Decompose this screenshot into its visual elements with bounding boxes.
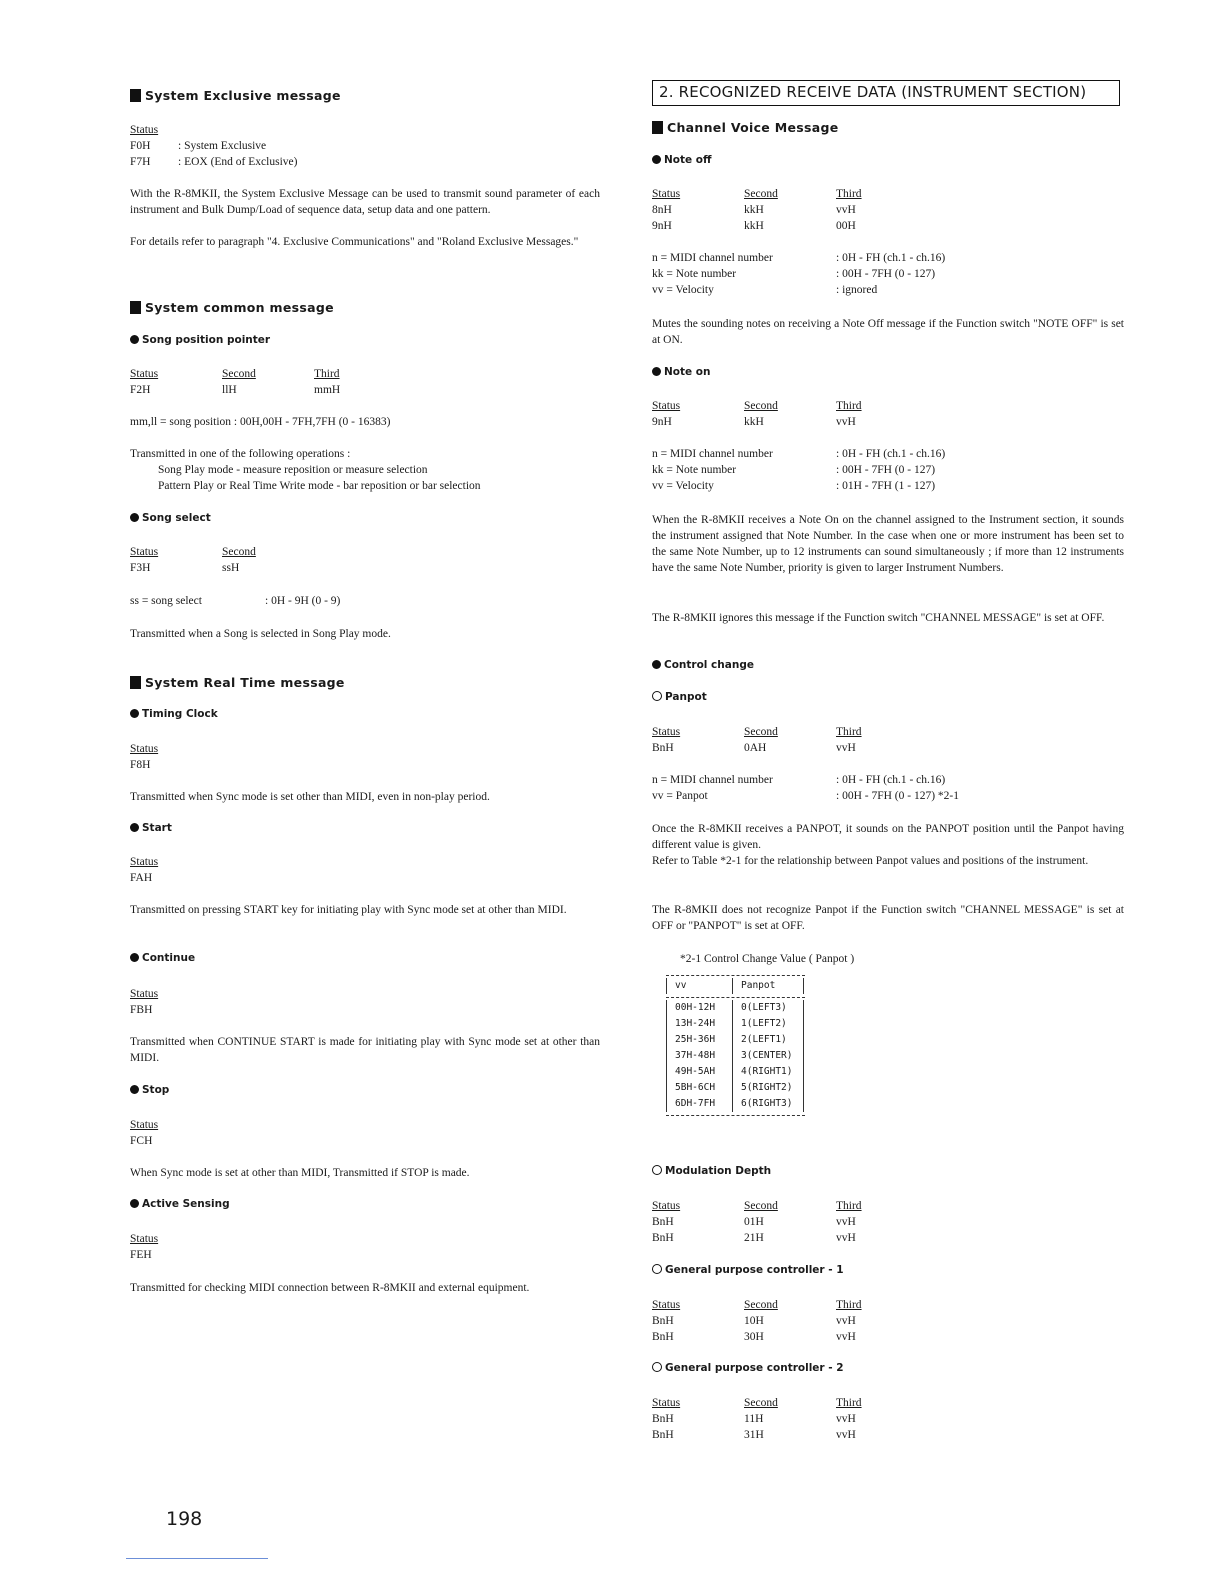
status-value: FAH [130, 872, 153, 884]
note-off-desc: Mutes the sounding notes on receiving a Note Off message if the Function switch "NOTE OFF" is set at ON. [652, 318, 1124, 346]
table-row: 9nH kkH 00H [652, 220, 856, 232]
table-row: 37H-48H 3(CENTER) [666, 1048, 805, 1064]
sysex-status-list [130, 138, 297, 170]
status-label: Status [130, 1119, 159, 1131]
circle-bullet-icon [652, 1264, 662, 1274]
table-row: 5BH-6CH 5(RIGHT2) [666, 1080, 805, 1096]
table-divider [666, 975, 805, 976]
dot-bullet-icon [652, 155, 661, 164]
table-row: 00H-12H 0(LEFT3) [666, 1000, 805, 1016]
gpc1-table: Status Second Third BnH 10H vvH BnH 30H vvH [652, 1299, 862, 1343]
note-on-desc-1: When the R-8MKII receives a Note On on the channel assigned to the Instrument section, it sounds the instrument assigned that Note Number. In the case when one or more instrument has been set to the same Note Number, up to 12 instruments can sound simultaneously ; if more than 12 instruments have the same Note Number, priority is given to larger Instrument Numbers. [652, 514, 1124, 574]
dot-bullet-icon [130, 513, 139, 522]
status-value: F8H [130, 759, 151, 771]
stop-title: Stop [130, 1084, 169, 1096]
note-off-definitions: n = MIDI channel number : 0H - FH (ch.1 - ch.16) kk = Note number : 00H - 7FH (0 - 127) vv = Velocity : ignored [652, 252, 946, 296]
circle-bullet-icon [652, 1165, 662, 1175]
panpot-definitions: n = MIDI channel number : 0H - FH (ch.1 - ch.16) vv = Panpot : 00H - 7FH (0 - 127) *2-1 [652, 774, 959, 802]
note-off-table: Status Second Third 8nH kkH vvH 9nH kkH 00H [652, 188, 862, 232]
table-header-row: vv Panpot [666, 978, 805, 994]
status-value: FEH [130, 1249, 152, 1261]
table-row: 8nH kkH vvH [652, 204, 856, 216]
timing-clock-desc: Transmitted when Sync mode is set other than MIDI, even in non-play period. [130, 791, 490, 803]
table-row: BnH 31H vvH [652, 1429, 856, 1441]
control-change-title: Control change [652, 659, 754, 671]
table-divider [666, 1115, 805, 1116]
start-title: Start [130, 822, 172, 834]
note-on-definitions: n = MIDI channel number : 0H - FH (ch.1 - ch.16) kk = Note number : 00H - 7FH (0 - 127) vv = Velocity : 01H - 7FH (1 - 127) [652, 448, 946, 492]
active-sensing-desc: Transmitted for checking MIDI connection between R-8MKII and external equipment. [130, 1282, 530, 1294]
status-label: Status [130, 1233, 159, 1245]
stop-desc: When Sync mode is set at other than MIDI, Transmitted if STOP is made. [130, 1167, 470, 1179]
table-row: BnH 01H vvH [652, 1216, 856, 1228]
active-sensing-title: Active Sensing [130, 1198, 230, 1210]
square-bullet-icon [130, 676, 141, 689]
note-on-desc-2: The R-8MKII ignores this message if the Function switch "CHANNEL MESSAGE" is set at OFF. [652, 612, 1105, 624]
sysex-row: F0H : System Exclusive [130, 140, 267, 152]
sysex-paragraph-2: For details refer to paragraph "4. Exclusive Communications" and "Roland Exclusive Messages." [130, 236, 579, 248]
dot-bullet-icon [130, 953, 139, 962]
table-divider [666, 997, 805, 998]
song-select-desc: Transmitted when a Song is selected in Song Play mode. [130, 628, 391, 640]
spp-table: Status Second Third F2H llH mmH [130, 368, 341, 396]
spp-definition: mm,ll = song position : 00H,00H - 7FH,7FH (0 - 16383) [130, 416, 391, 428]
dot-bullet-icon [130, 709, 139, 718]
spp-operation-1: Song Play mode - measure reposition or measure selection [158, 464, 428, 476]
square-bullet-icon [652, 121, 663, 134]
song-select-title: Song select [130, 512, 211, 524]
song-select-table: Status Second F3H ssH [130, 546, 256, 574]
dot-bullet-icon [130, 1085, 139, 1094]
sysex-status-label: Status [130, 124, 159, 136]
timing-clock-title: Timing Clock [130, 708, 218, 720]
table-row: 25H-36H 2(LEFT1) [666, 1032, 805, 1048]
realtime-heading: System Real Time message [130, 675, 345, 690]
gpc2-title: General purpose controller - 2 [652, 1362, 844, 1374]
panpot-desc-3: The R-8MKII does not recognize Panpot if the Function switch "CHANNEL MESSAGE" is set at OFF or "PANPOT" is set at OFF. [652, 904, 1124, 932]
sysex-heading: System Exclusive message [130, 88, 341, 103]
spp-title: Song position pointer [130, 334, 270, 346]
table-row: BnH 11H vvH [652, 1413, 856, 1425]
table-row: BnH 10H vvH [652, 1315, 856, 1327]
note-on-table: Status Second Third 9nH kkH vvH [652, 400, 862, 428]
sysex-row: F7H : EOX (End of Exclusive) [130, 156, 298, 168]
panpot-desc-2: Refer to Table *2-1 for the relationship between Panpot values and positions of the instrument. [652, 855, 1089, 867]
dot-bullet-icon [652, 367, 661, 376]
gpc2-table: Status Second Third BnH 11H vvH BnH 31H vvH [652, 1397, 862, 1441]
dot-bullet-icon [652, 660, 661, 669]
cvm-heading: Channel Voice Message [652, 120, 838, 135]
panpot-table-caption: *2-1 Control Change Value ( Panpot ) [680, 953, 855, 965]
modulation-table: Status Second Third BnH 01H vvH BnH 21H vvH [652, 1200, 862, 1244]
panpot-value-table [666, 972, 805, 1118]
start-desc: Transmitted on pressing START key for initiating play with Sync mode set at other than MIDI. [130, 904, 567, 916]
panpot-table: Status Second Third BnH 0AH vvH [652, 726, 862, 754]
circle-bullet-icon [652, 691, 662, 701]
status-label: Status [130, 988, 159, 1000]
table-row: 49H-5AH 4(RIGHT1) [666, 1064, 805, 1080]
table-row: BnH 0AH vvH [652, 742, 856, 754]
status-label: Status [130, 743, 159, 755]
page-number: 198 [166, 1508, 203, 1530]
status-label: Status [130, 856, 159, 868]
dot-bullet-icon [130, 1199, 139, 1208]
sysex-paragraph-1: With the R-8MKII, the System Exclusive Message can be used to transmit sound parameter of each instrument and Bulk Dump/Load of sequence data, setup data and one pattern. [130, 188, 600, 216]
spp-operation-2: Pattern Play or Real Time Write mode - bar reposition or bar selection [158, 480, 481, 492]
modulation-title: Modulation Depth [652, 1165, 771, 1177]
table-row: 9nH kkH vvH [652, 416, 856, 428]
dot-bullet-icon [130, 823, 139, 832]
common-heading: System common message [130, 300, 334, 315]
gpc1-title: General purpose controller - 1 [652, 1264, 844, 1276]
panpot-title: Panpot [652, 691, 707, 703]
panpot-desc-1: Once the R-8MKII receives a PANPOT, it sounds on the PANPOT position until the Panpot having different value is given. [652, 823, 1124, 851]
song-select-definition: ss = song select : 0H - 9H (0 - 9) [130, 595, 341, 607]
footer-rule [126, 1558, 268, 1559]
table-row: BnH 21H vvH [652, 1232, 856, 1244]
table-row: 6DH-7FH 6(RIGHT3) [666, 1096, 805, 1112]
note-off-title: Note off [652, 154, 712, 166]
table-row: BnH 30H vvH [652, 1331, 856, 1343]
status-value: FCH [130, 1135, 153, 1147]
status-value: FBH [130, 1004, 153, 1016]
continue-desc: Transmitted when CONTINUE START is made for initiating play with Sync mode set at other than MIDI. [130, 1036, 600, 1064]
circle-bullet-icon [652, 1362, 662, 1372]
dot-bullet-icon [130, 335, 139, 344]
spp-intro: Transmitted in one of the following operations : [130, 448, 351, 460]
square-bullet-icon [130, 89, 141, 102]
square-bullet-icon [130, 301, 141, 314]
section-title-box: 2. RECOGNIZED RECEIVE DATA (INSTRUMENT SECTION) [652, 80, 1120, 106]
note-on-title: Note on [652, 366, 711, 378]
continue-title: Continue [130, 952, 195, 964]
table-row: 13H-24H 1(LEFT2) [666, 1016, 805, 1032]
